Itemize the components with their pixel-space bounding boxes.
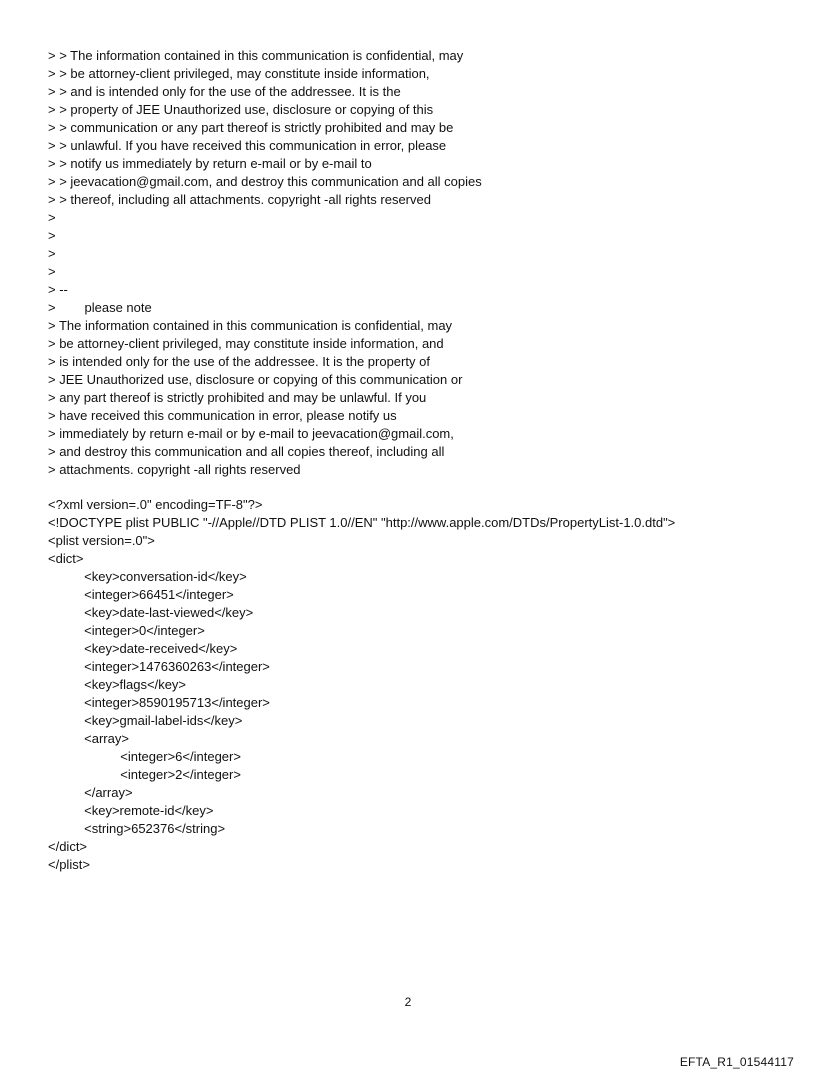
text-line: > JEE Unauthorized use, disclosure or copying of this communication or xyxy=(48,372,463,387)
code-line: <key>conversation-id</key> xyxy=(48,569,247,584)
text-line: > attachments. copyright -all rights reserved xyxy=(48,462,301,477)
code-line: <!DOCTYPE plist PUBLIC "-//Apple//DTD PLIST 1.0//EN" "http://www.apple.com/DTDs/PropertyList-1.0.dtd"> xyxy=(48,515,676,530)
quoted-disclaimer-nested xyxy=(48,47,788,317)
code-line: <key>flags</key> xyxy=(48,677,187,692)
code-line: </plist> xyxy=(48,857,90,872)
text-line: > -- xyxy=(48,282,68,297)
text-line: > be attorney-client privileged, may constitute inside information, and xyxy=(48,336,444,351)
plist-metadata xyxy=(48,496,788,874)
text-line: > immediately by return e-mail or by e-mail to jeevacation@gmail.com, xyxy=(48,426,454,441)
text-line: > > The information contained in this communication is confidential, may xyxy=(48,48,464,63)
code-line: <integer>66451</integer> xyxy=(48,587,234,602)
text-line: > have received this communication in error, please notify us xyxy=(48,408,397,423)
blank-line xyxy=(48,479,788,496)
code-line: <?xml version=.0" encoding=TF-8"?> xyxy=(48,497,263,512)
text-line: > > unlawful. If you have received this communication in error, please xyxy=(48,138,447,153)
text-line: > > notify us immediately by return e-mail or by e-mail to xyxy=(48,156,372,171)
code-line: <string>652376</string> xyxy=(48,821,226,836)
text-line: > > jeevacation@gmail.com, and destroy this communication and all copies xyxy=(48,174,482,189)
code-line: </array> xyxy=(48,785,133,800)
code-line: <plist version=.0"> xyxy=(48,533,155,548)
code-line: <array> xyxy=(48,731,129,746)
text-line: > xyxy=(48,228,56,243)
text-line: > and destroy this communication and all copies thereof, including all xyxy=(48,444,445,459)
text-line: > is intended only for the use of the addressee. It is the property of xyxy=(48,354,430,369)
text-line: > The information contained in this communication is confidential, may xyxy=(48,318,453,333)
bates-number: EFTA_R1_01544117 xyxy=(679,1055,794,1069)
code-line: <integer>0</integer> xyxy=(48,623,205,638)
code-line: <key>remote-id</key> xyxy=(48,803,214,818)
code-line: <integer>2</integer> xyxy=(48,767,241,782)
text-line: > > thereof, including all attachments. copyright -all rights reserved xyxy=(48,192,431,207)
code-line: <key>date-received</key> xyxy=(48,641,238,656)
text-line: > xyxy=(48,246,56,261)
quoted-disclaimer xyxy=(48,317,788,479)
code-line: <key>gmail-label-ids</key> xyxy=(48,713,243,728)
text-line: > any part thereof is strictly prohibited and may be unlawful. If you xyxy=(48,390,427,405)
page-number: 2 xyxy=(404,995,412,1009)
text-line: > > be attorney-client privileged, may constitute inside information, xyxy=(48,66,430,81)
text-line: > xyxy=(48,210,56,225)
code-line: </dict> xyxy=(48,839,88,854)
code-line: <integer>8590195713</integer> xyxy=(48,695,270,710)
code-line: <integer>6</integer> xyxy=(48,749,241,764)
text-line: > please note xyxy=(48,300,152,315)
text-line: > > and is intended only for the use of the addressee. It is the xyxy=(48,84,401,99)
code-line: <key>date-last-viewed</key> xyxy=(48,605,254,620)
document-body xyxy=(48,47,788,874)
text-line: > xyxy=(48,264,56,279)
code-line: <dict> xyxy=(48,551,84,566)
code-line: <integer>1476360263</integer> xyxy=(48,659,270,674)
text-line: > > property of JEE Unauthorized use, disclosure or copying of this xyxy=(48,102,434,117)
text-line: > > communication or any part thereof is strictly prohibited and may be xyxy=(48,120,454,135)
